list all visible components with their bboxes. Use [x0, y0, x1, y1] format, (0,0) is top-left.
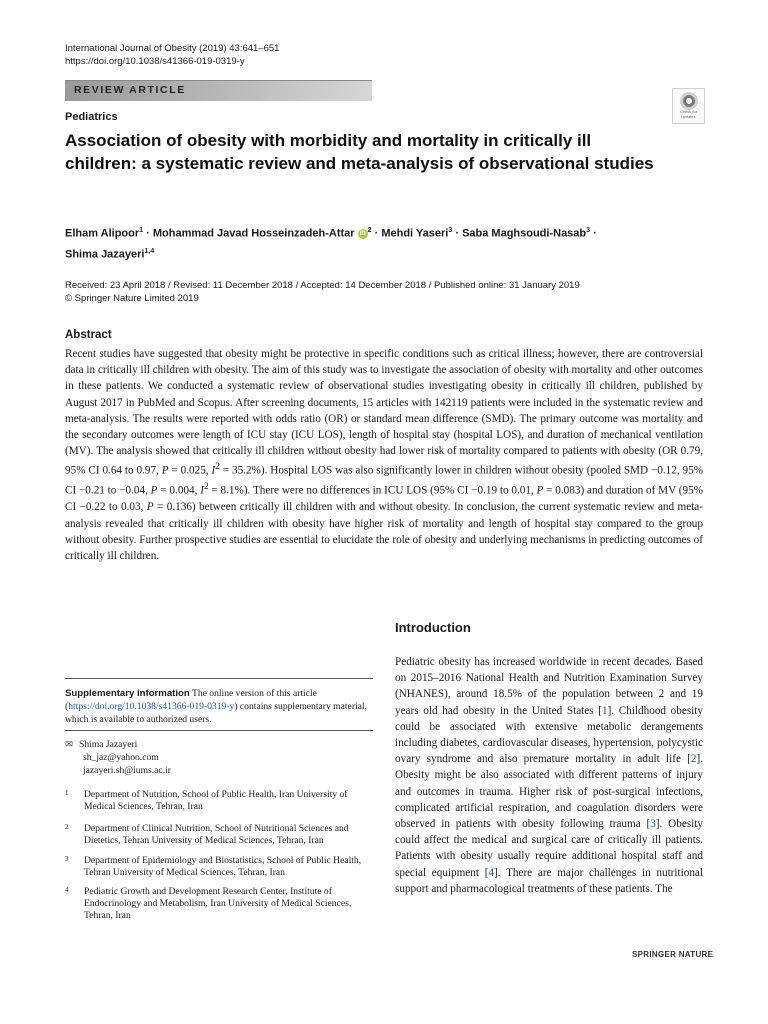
- abstract-heading: Abstract: [65, 329, 112, 341]
- author-affiliation-ref: 1: [139, 227, 144, 234]
- i2-superscript: 2: [203, 482, 209, 493]
- author-affiliation-ref: 3: [448, 227, 453, 234]
- affiliation-item: [65, 789, 375, 813]
- article-type-label: REVIEW ARTICLE: [74, 84, 186, 96]
- intro-text-part: Pediatric obesity has increased worldwide in recent decades. Based on 2015–2016 National Health and Nutrition Examination Survey (NHANES), around 18.5% of the population between 2 and 19 years old had obesity in the United States [: [395, 656, 703, 717]
- p-symbol: P: [536, 485, 544, 498]
- abstract-text-part: = 0.025,: [168, 465, 212, 478]
- contact-name: Shima Jazayeri: [79, 739, 138, 750]
- author-name: Shima Jazayeri: [65, 248, 145, 261]
- check-updates-text-2: updates: [681, 113, 696, 119]
- copyright-line: © Springer Nature Limited 2019: [65, 293, 199, 304]
- author-affiliation-ref: 1,4: [144, 247, 155, 255]
- author-name: Mehdi Yaseri: [381, 227, 449, 240]
- check-updates-text-1: Check for: [679, 109, 698, 114]
- affiliation-number: 1: [65, 789, 69, 797]
- p-symbol: P: [150, 485, 158, 498]
- check-updates-icon: [680, 92, 698, 110]
- supplementary-link[interactable]: https://doi.org/10.1038/s41366-019-0319-y: [68, 701, 235, 712]
- abstract-text-part: Recent studies have suggested that obesity might be protective in specific conditions such as critical illness; however, there are controversial data in critically ill children with obesity. The aim of this study was to investigate the association of obesity with mortality and other outcomes in these patients. We conducted a systematic review of observational studies investigating obesity in critically ill children, published by August 2017 in PubMed and Scopus. After screening documents, 15 articles with 142119 patients were included in the systematic review and meta-analysis. The results were reported with odds ratio (OR) or standard mean difference (SMD). The primary outcome was mortality and the secondary outcomes were length of ICU stay (ICU LOS), length of hospital stay (hospital LOS), and duration of mechanical ventilation (MV). The analysis showed that critically ill children without obesity had lower risk of mortality compared to patients with obesity (OR 0.79, 95% CI 0.64 to 0.97,: [65, 348, 703, 478]
- author-name: Saba Maghsoudi-Nasab: [462, 227, 587, 240]
- i2-symbol: I: [211, 465, 216, 478]
- reference-link[interactable]: 1: [601, 704, 608, 717]
- abstract-text-part: = 35.2%). Hospital LOS was also significantly lower in children without obesity (pooled SMD −0.12, 95% CI −0.21 to −0.04,: [65, 465, 704, 498]
- affiliation-text: Department of Clinical Nutrition, School of Nutritional Sciences and Dietetics, Tehran University of Medical Sciences, Tehran, Iran: [84, 823, 349, 847]
- reference-link[interactable]: 4: [488, 866, 495, 879]
- introduction-heading: Introduction: [395, 620, 471, 635]
- check-for-updates-badge[interactable]: [672, 88, 705, 124]
- corresponding-author: [65, 738, 171, 777]
- affiliation-text: Department of Nutrition, School of Public Health, Iran University of Medical Sciences, Tehran, Iran: [84, 789, 348, 813]
- publication-history: [65, 279, 580, 305]
- affiliation-number: 3: [65, 855, 69, 863]
- affiliation-number: 2: [65, 823, 69, 831]
- abstract-text-part: = 8.1%). There were no differences in ICU LOS (95% CI −0.19 to 0.01,: [208, 485, 537, 498]
- affiliation-item: [65, 886, 375, 923]
- section-label: Pediatrics: [65, 111, 118, 123]
- envelope-icon: ✉: [65, 739, 74, 750]
- publisher-logo: SPRINGER NATURE: [632, 950, 714, 959]
- abstract-text-part: = 0.083) and duration of MV (95% CI −0.22 to 0.03,: [65, 485, 703, 514]
- intro-text-part: ]. Childhood obesity could be associated with extensive metabolic derangements including diabetes, cardiovascular diseases, hypertension, polycystic ovary syndrome and also premature mortality in adult life [: [395, 704, 703, 766]
- divider: [65, 730, 373, 731]
- reference-link[interactable]: 3: [650, 818, 656, 831]
- affiliation-text: Department of Epidemiology and Biostatistics, School of Public Health, Tehran University of Medical Sciences, Tehran, Iran: [84, 855, 362, 879]
- journal-doi[interactable]: https://doi.org/10.1038/s41366-019-0319-y: [65, 56, 245, 67]
- journal-citation: International Journal of Obesity (2019) 43:641–651: [65, 43, 280, 54]
- intro-text-part: ]. Obesity might be also associated with different patterns of injury and outcomes in trauma. Higher risk of post-surgical infections, complicated artificial respiration, and coagulation disorders were observed in patients with obesity following trauma [: [395, 753, 703, 831]
- i2-superscript: 2: [215, 462, 220, 473]
- author-name: Mohammad Javad Hosseinzadeh-Attar: [152, 227, 355, 240]
- i2-symbol: I: [200, 485, 204, 498]
- contact-email[interactable]: jazayeri.sh@iums.ac.ir: [83, 765, 171, 776]
- supplementary-info: [65, 687, 375, 726]
- author-list: Elham Alipoor$^1$ · Mohammad Javad Hosseinzadeh-Attar iD $^2$ · Mehdi Yaseri$^3$ · Saba Maghsoudi-Nasab$^3$ · Shima Jazayeri$^{1,4}$: [65, 227, 597, 261]
- divider: [65, 678, 373, 679]
- publication-dates: Received: 23 April 2018 / Revised: 11 December 2018 / Accepted: 14 December 2018 / Published online: 31 January 2019: [65, 280, 580, 291]
- supplementary-text: ) contains supplementary material, which is available to authorized users.: [65, 701, 367, 725]
- supplementary-text: The online version of this article (: [65, 688, 317, 712]
- article-title: Association of obesity with morbidity and mortality in critically ill children: a systematic review and meta-analysis of observational studies: [65, 131, 654, 173]
- abstract-text: [65, 346, 703, 564]
- affiliation-item: [65, 855, 375, 879]
- author-affiliation-ref: 2: [367, 227, 372, 234]
- journal-header: [65, 42, 279, 68]
- affiliation-text: Pediatric Growth and Development Research Center, Institute of Endocrinology and Metabolism, Iran University of Medical Sciences, Tehran, Iran: [84, 886, 352, 922]
- article-type-banner: [65, 80, 372, 101]
- p-symbol: P: [161, 465, 169, 478]
- intro-text-part: ]. Obesity could affect the medical and surgical care of critically ill patients. Patients with obesity usually require additional hospital staff and special equipment [: [395, 818, 703, 879]
- intro-text-part: ]. There are major challenges in nutritional support and pharmacological treatments of these patients. The: [395, 866, 703, 895]
- reference-link[interactable]: 2: [690, 753, 697, 766]
- p-symbol: P: [146, 501, 154, 514]
- supplementary-label: Supplementary information: [65, 688, 190, 699]
- contact-email[interactable]: sh_jaz@yahoo.com: [83, 752, 159, 763]
- author-name: Elham Alipoor: [65, 227, 140, 240]
- orcid-icon[interactable]: iD: [359, 230, 366, 237]
- introduction-text: [395, 654, 703, 897]
- abstract-text-part: = 0.004,: [157, 485, 201, 498]
- abstract-text-part: = 0.136) between critically ill children with and without obesity. In conclusion, the current systematic review and meta-analysis revealed that critically ill children with obesity have higher risk of mortality and length of hospital stay compared to the group without obesity. Further prospective studies are essential to elucidate the role of obesity and underlying mechanisms in predicting outcomes of critically ill children.: [65, 501, 703, 562]
- author-affiliation-ref: 3: [586, 227, 591, 234]
- affiliation-item: [65, 823, 375, 847]
- affiliation-number: 4: [65, 886, 69, 894]
